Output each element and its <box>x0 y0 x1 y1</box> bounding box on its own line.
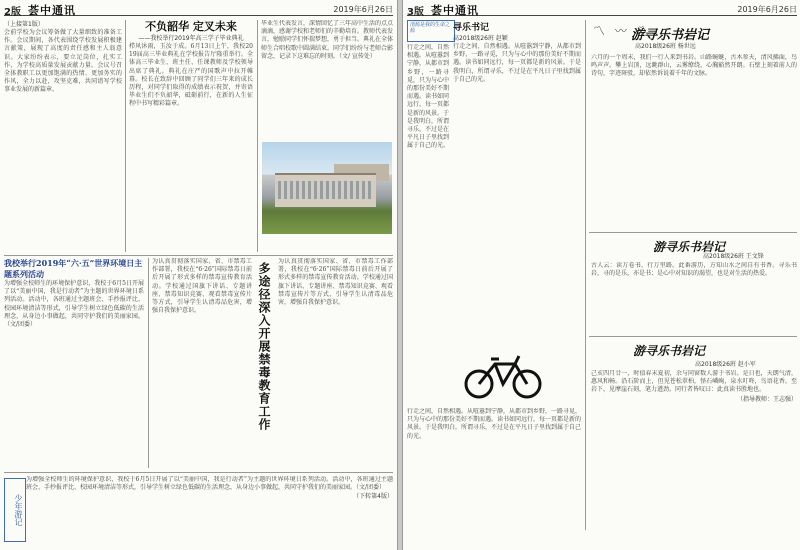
article-anti-drug <box>152 258 252 468</box>
article-title: 我校举行2019年“六·五”世界环境日主题系列活动 <box>4 258 143 279</box>
masthead: 荟中通讯 <box>28 4 76 17</box>
article-subtitle: ——我校举行2019年高三学子毕业典礼 <box>138 35 244 42</box>
article-body: 会前学校为会议筹备做了大量细致的准备工作。会议期间，各代表围绕学校发展积极建言献策，展现了高度的责任感和主人翁意识。大家纷纷表示，要立足岗位，扎实工作，为学校高质量发展贡献力量。会议号召全体教职工以更加饱满的热情、更加务实的作风，全力以赴，攻坚克难，共同谱写学校事业发展的新篇章。 <box>4 29 122 94</box>
article-body: 为增强全校师生的环境保护意识，我校于6月5日开展了以“美丽中国，我是行动者”为主题的世界环境日系列活动。活动中，各班通过主题班会、手抄报评比、校园环境清洁等形式，引导学生树立绿色低碳的生活理念，从身边小事做起，共同守护我们的美丽家园。（文/团委） <box>4 280 144 329</box>
article-body: 栉风沐雨，玉汝于成。6月13日上午，我校2019届高三毕业典礼在学校报告厅隆重举行。全体高三毕业生、班主任、任课教师及学校领导出席了典礼。典礼在庄严的国歌声中拉开帷幕。校长在致辞中回顾了同学们三年来的成长历程，对同学们取得的成绩表示祝贺，并寄语毕业生们不负韶华，砥砺前行，在新的人生征程中书写精彩篇章。 <box>129 43 253 108</box>
anti-drug-vertical-title: 多途径深入开展禁毒教育工作 <box>257 262 271 431</box>
left-header <box>4 3 393 16</box>
continued-note: （下转第4版） <box>353 493 393 501</box>
column-divider <box>148 258 149 468</box>
story-2-title: 游寻乐书岩记 <box>631 28 710 43</box>
article-environment-day <box>4 258 144 468</box>
article-body: 为增强全校师生的环境保护意识，我校于6月5日开展了以“美丽中国，我是行动者”为主题的世界环境日系列活动。活动中，各班通过主题班会、手抄报评比、校园环境清洁等形式，引导学生树立绿色低碳的生活理念，从身边小事做起，共同守护我们的美丽家园。（文/团委） <box>26 476 393 492</box>
issue-date: 2019年6月26日 <box>333 5 393 14</box>
page-number: 2版 <box>4 7 21 18</box>
right-page <box>402 0 800 550</box>
article-col-1 <box>4 20 122 252</box>
article-title: 不负韶华 定叉未来 <box>145 20 237 33</box>
article-graduation <box>129 20 253 252</box>
bicycle-icon <box>463 350 543 400</box>
section-tag: 清源是我的生命之源 <box>407 20 455 42</box>
issue-date: 2019年6月26日 <box>737 5 797 14</box>
continuation-label: （上接第1版） <box>4 21 44 28</box>
article-body: 行走之间，自然相遇。从喧嚣到宁静，从都市到乡野，一路寻觅，只为与心中的那份美好不期而遇。读书如同远行，每一页都是新的风景。于是我明白，所谓寻乐，不过是在平凡日子里找到属于自己的光。 <box>453 43 581 83</box>
column-divider <box>125 20 126 252</box>
article-story-1 <box>453 22 581 242</box>
story-4-byline: 高2018级26班 赵小军 <box>695 361 756 368</box>
article-youth-notes <box>26 476 393 540</box>
article-story-4 <box>591 370 797 530</box>
article-title: 寻乐书记 <box>453 23 490 33</box>
article-body: 为认真贯彻落实国家、省、市禁毒工作部署，我校在“6·26”国际禁毒日前后开展了形式多样的禁毒宣传教育活动。学校通过国旗下讲话、专题讲座、禁毒知识竞赛、观看禁毒宣传片等方式，引导学生认清毒品危害，增强自我保护意识。 <box>152 258 252 315</box>
section-divider <box>4 472 393 473</box>
article-col-3 <box>261 20 393 138</box>
advisor-note: （指导教师：王志强） <box>736 395 797 403</box>
article-story-1-cont <box>407 408 581 540</box>
article-body: 为认真贯彻落实国家、省、市禁毒工作部署，我校在“6·26”国际禁毒日前后开展了形式多样的禁毒宣传教育活动。学校通过国旗下讲话、专题讲座、禁毒知识竞赛、观看禁毒宣传片等方式，引导学生认清毒品危害，增强自我保护意识。 <box>278 258 393 307</box>
masthead: 荟中通讯 <box>431 4 479 17</box>
story-3-byline: 高2018级26班 王文锋 <box>703 253 764 260</box>
section-divider <box>589 232 797 233</box>
article-body: 行走之间，自然相遇。从喧嚣到宁静，从都市到乡野，一路寻觅，只为与心中的那份美好不期而遇。读书如同远行，每一页都是新的风景。于是我明白，所谓寻乐，不过是在平凡日子里找到属于自己的光。 <box>407 44 449 150</box>
column-tag-youth: 少年游记 <box>4 478 26 542</box>
right-header <box>407 3 797 16</box>
section-divider <box>4 255 393 256</box>
article-story-3 <box>591 262 797 332</box>
article-body: 毕业生代表发言，深情回忆了三年高中生活的点点滴滴，感谢学校和老师们的辛勤培育。教师代表发言，勉励同学们怀揣梦想，勇于担当。典礼在全体师生合唱校歌中圆满结束。同学们纷纷与老师合影留念，记录下这难忘的时刻。（文/ 宣传处） <box>261 20 393 60</box>
article-anti-drug-cont <box>278 258 393 468</box>
column-divider <box>257 20 258 252</box>
column-divider <box>585 20 586 530</box>
story-4-title: 游寻乐书岩记 <box>633 344 706 358</box>
left-page <box>0 0 398 550</box>
page-number: 3版 <box>407 7 424 18</box>
birds-decoration-icon: 〽 〰 〽 <box>593 24 652 38</box>
story-2-byline: 高2018级26班 杨世远 <box>635 43 696 50</box>
story-3-title: 游寻乐书岩记 <box>653 240 726 254</box>
article-body: 六月的一个周末，我们一行人来到书岩。山路蜿蜒，古木参天，清风拂面，鸟鸣声声。攀上岩顶，远眺群山，云雾缭绕，心胸豁然开朗。石壁上刻着前人的诗句，字迹斑驳，却依然诉说着千年的文脉。 <box>591 54 797 78</box>
article-story-2 <box>591 54 797 230</box>
article-story-1-left <box>407 44 449 242</box>
article-byline: 高2018级26班 赵颖 <box>453 35 508 42</box>
section-divider <box>589 336 797 337</box>
article-body: 行走之间，自然相遇。从喧嚣到宁静，从都市到乡野，一路寻觅，只为与心中的那份美好不期而遇。读书如同远行，每一页都是新的风景。于是我明白，所谓寻乐，不过是在平凡日子里找到属于自己的光。 <box>407 408 581 440</box>
article-body: 己亥四月廿一，时值春末夏初，余与同窗数人游于书岩。是日也，天朗气清，惠风和畅。沿石阶而上，但见苍松翠柏，怪石嶙峋，泉水叮咚，鸟语花香。至岩下，见摩崖石刻，笔力遒劲。同行者皆叹曰：此真读书胜地也。 <box>591 370 797 394</box>
campus-photo <box>262 142 392 234</box>
article-body: 古人云：读万卷书，行万里路。此番游历，方知山水之间自有书香。寻乐书岩，寻的是乐，亦是书；是心中对知识的渴望，也是对生活的热爱。 <box>591 262 797 278</box>
